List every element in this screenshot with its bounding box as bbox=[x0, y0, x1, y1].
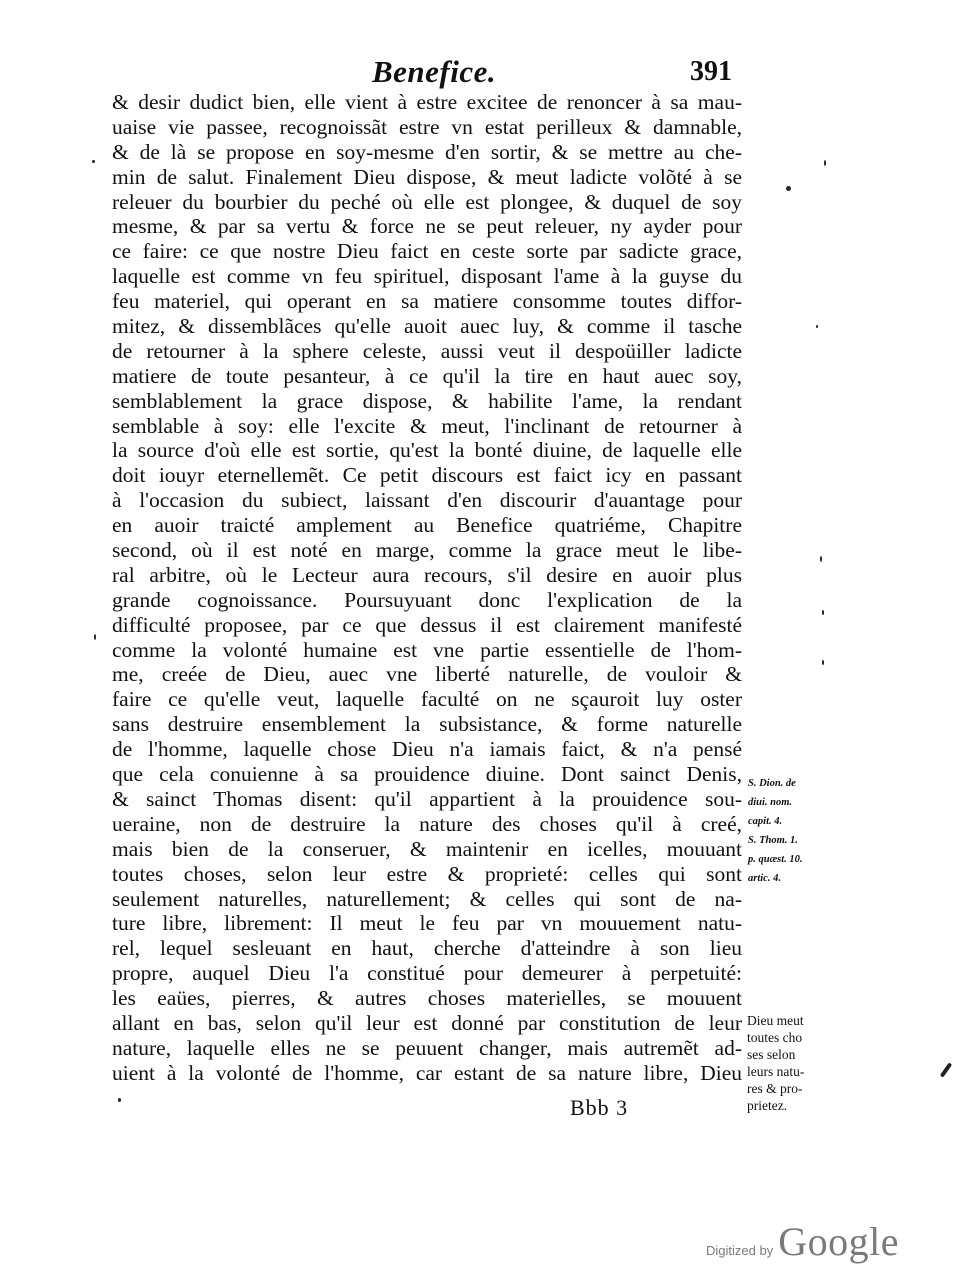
scan-speck bbox=[786, 186, 791, 191]
google-logo: Google bbox=[778, 1219, 899, 1264]
gloss-line: prietez. bbox=[747, 1098, 788, 1113]
text-line: nature, laquelle elles ne se peuuent changer, mais autremẽt ad- bbox=[112, 1035, 742, 1060]
margin-note-citations bbox=[748, 774, 828, 888]
scan-speck bbox=[94, 634, 96, 640]
text-line: doit iouyr eternellemẽt. Ce petit discours est faict icy en passant bbox=[112, 463, 742, 488]
citation-line: capit. 4. bbox=[748, 816, 783, 827]
gloss-line: ses selon bbox=[747, 1047, 796, 1062]
text-line: sans destruire ensemblement la subsistance, & forme naturelle bbox=[112, 712, 742, 737]
text-line: me, creée de Dieu, auec vne liberté naturelle, de vouloir & bbox=[112, 662, 742, 687]
text-line: second, où il est noté en marge, comme la grace meut le libe- bbox=[112, 538, 742, 563]
scan-speck bbox=[940, 1062, 952, 1077]
text-line: & sainct Thomas disent: qu'il appartient à la prouidence sou- bbox=[112, 786, 742, 811]
signature-mark: Bbb 3 bbox=[570, 1095, 629, 1120]
citation-line: diui. nom. bbox=[748, 797, 793, 808]
text-line: ce faire: ce que nostre Dieu faict en ceste sorte par sadicte grace, bbox=[112, 239, 742, 264]
text-line: rel, lequel sesleuant en haut, cherche d'atteindre à son lieu bbox=[112, 936, 742, 961]
text-line: releuer du bourbier du peché où elle est plongee, & duquel de soy bbox=[112, 189, 742, 214]
text-line: mesme, & par sa vertu & force ne se peut releuer, ny ayder pour bbox=[112, 214, 742, 239]
text-line: semblable à soy: elle l'excite & meut, l'inclinant de retourner à bbox=[112, 413, 742, 438]
text-line: mais bien de la conseruer, & maintenir en icelles, mouuant bbox=[112, 836, 742, 861]
digitized-watermark bbox=[706, 1218, 899, 1265]
text-line: & desir dudict bien, elle vient à estre excitee de renoncer à sa mau- bbox=[112, 90, 742, 114]
text-line: faire ce qu'elle veut, laquelle faculté on ne sçauroit luy oster bbox=[112, 687, 742, 712]
text-line: uaise vie passee, recognoissãt estre vn estat perilleux & damnable, bbox=[112, 114, 742, 139]
text-line: comme la volonté humaine est vne partie essentielle de l'hom- bbox=[112, 637, 742, 662]
citation-line: artic. 4. bbox=[748, 873, 781, 884]
text-line: de retourner à la sphere celeste, aussi veut il despoüiller ladicte bbox=[112, 338, 742, 363]
citation-line: S. Dion. de bbox=[748, 778, 796, 789]
text-line: matiere de toute pesanteur, à ce qu'il la tire en haut auec soy, bbox=[112, 363, 742, 388]
scan-speck bbox=[118, 1098, 121, 1102]
text-line: de l'homme, laquelle chose Dieu n'a iamais faict, & n'a pensé bbox=[112, 737, 742, 762]
citation-line: p. quæst. 10. bbox=[748, 854, 803, 865]
scan-speck bbox=[824, 160, 826, 166]
text-line: & de là se propose en soy-mesme d'en sortir, & se mettre au che- bbox=[112, 139, 742, 164]
scan-speck bbox=[822, 610, 824, 615]
text-line: en auoir traicté amplement au Benefice quatriéme, Chapitre bbox=[112, 513, 742, 538]
text-line: mitez, & dissemblãces qu'elle auoit auec luy, & comme il tasche bbox=[112, 314, 742, 339]
gloss-line: Dieu meut bbox=[747, 1013, 804, 1028]
text-line: ture libre, librement: Il meut le feu par vn mouuement natu- bbox=[112, 911, 742, 936]
citation-line: S. Thom. 1. bbox=[748, 835, 798, 846]
main-text-block bbox=[112, 90, 742, 1086]
text-line: ueraine, non de destruire la nature des choses qu'il à creé, bbox=[112, 811, 742, 836]
gloss-line: leurs natu- bbox=[747, 1064, 805, 1079]
text-line: toutes choses, selon leur estre & proprieté: celles qui sont bbox=[112, 861, 742, 886]
scan-speck bbox=[816, 325, 818, 328]
running-title: Benefice. bbox=[372, 54, 497, 89]
text-line: difficulté proposee, par ce que dessus il est clairement manifesté bbox=[112, 612, 742, 637]
scan-speck bbox=[822, 660, 824, 665]
page-number: 391 bbox=[690, 56, 732, 87]
text-line: seulement naturelles, naturellement; & celles qui sont de na- bbox=[112, 886, 742, 911]
gloss-line: toutes cho bbox=[747, 1030, 803, 1045]
text-line: ral arbitre, où le Lecteur aura recours, s'il desire en auoir plus bbox=[112, 562, 742, 587]
text-line: min de salut. Finalement Dieu dispose, & meut ladicte volõté à se bbox=[112, 164, 742, 189]
text-line: allant en bas, selon qu'il leur est donné par constitution de leur bbox=[112, 1010, 742, 1035]
gloss-line: res & pro- bbox=[747, 1081, 803, 1096]
text-line: propre, auquel Dieu l'a constitué pour demeurer à perpetuité: bbox=[112, 961, 742, 986]
margin-note-gloss bbox=[747, 1012, 832, 1114]
scan-speck bbox=[820, 556, 822, 562]
watermark-prefix: Digitized by bbox=[706, 1243, 774, 1258]
text-line: à l'occasion du subiect, laissant d'en discourir d'auantage pour bbox=[112, 488, 742, 513]
text-line: uient à la volonté de l'homme, car estant de sa nature libre, Dieu bbox=[112, 1060, 742, 1085]
text-line: grande cognoissance. Poursuyuant donc l'explication de la bbox=[112, 587, 742, 612]
text-line: feu materiel, qui operant en sa matiere consomme toutes diffor- bbox=[112, 289, 742, 314]
text-line: que cela conuienne à sa prouidence diuine. Dont sainct Denis, bbox=[112, 762, 742, 787]
text-line: laquelle est comme vn feu spirituel, disposant l'ame à la guyse du bbox=[112, 264, 742, 289]
scan-speck bbox=[92, 160, 95, 163]
text-line: semblablement la grace dispose, & habilite l'ame, la rendant bbox=[112, 388, 742, 413]
text-line: la source d'où elle est sortie, qu'est la bonté diuine, de laquelle elle bbox=[112, 438, 742, 463]
text-line: les eaües, pierres, & autres choses materielles, se mouuent bbox=[112, 986, 742, 1011]
